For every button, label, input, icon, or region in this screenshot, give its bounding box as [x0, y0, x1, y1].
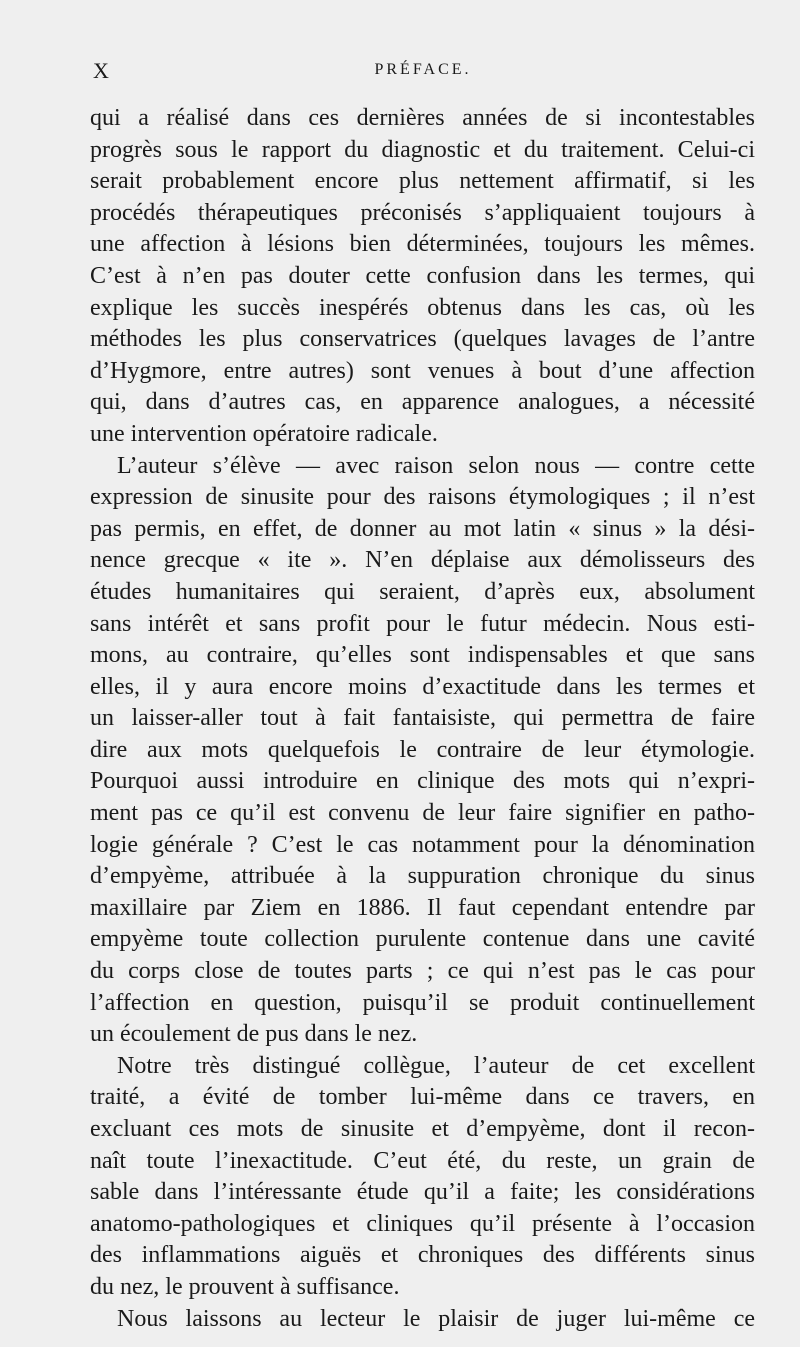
text-line: expression de sinusite pour des raisons étymologiques ; il n’est: [90, 484, 755, 511]
page-number: X: [93, 58, 110, 83]
text-line: une intervention opératoire radicale.: [90, 420, 438, 447]
text-line: elles, il y aura encore moins d’exactitude dans les termes et: [90, 673, 755, 700]
text-line: traité, a évité de tomber lui-même dans ce travers, en: [90, 1084, 755, 1111]
text-line: mons, au contraire, qu’elles sont indispensables et que sans: [90, 642, 755, 669]
text-line: excluant ces mots de sinusite et d’empyème, dont il recon-: [90, 1116, 755, 1142]
text-line: empyème toute collection purulente contenue dans une cavité: [90, 926, 755, 953]
text-line: du nez, le prouvent à suffisance.: [90, 1273, 400, 1300]
page-header: [93, 58, 753, 88]
text-line: d’empyème, attribuée à la suppuration chronique du sinus: [90, 863, 755, 890]
text-line: explique les succès inespérés obtenus dans les cas, où les: [90, 294, 755, 321]
body-text: [90, 103, 755, 1335]
text-line: anatomo-pathologiques et cliniques qu’il présente à l’occasion: [90, 1210, 755, 1237]
text-line: L’auteur s’élève — avec raison selon nous — contre cette: [117, 452, 755, 479]
text-line: Nous laissons au lecteur le plaisir de juger lui-même ce: [117, 1305, 755, 1332]
text-line: des inflammations aiguës et chroniques des différents sinus: [90, 1242, 755, 1269]
text-line: études humanitaires qui seraient, d’après eux, absolument: [90, 578, 755, 605]
text-line: Notre très distingué collègue, l’auteur de cet excellent: [117, 1052, 755, 1079]
text-line: pas permis, en effet, de donner au mot latin « sinus » la dési-: [90, 515, 755, 542]
text-line: maxillaire par Ziem en 1886. Il faut cependant entendre par: [90, 894, 755, 921]
text-line: C’est à n’en pas douter cette confusion dans les termes, qui: [90, 262, 755, 289]
text-line: nence grecque « ite ». N’en déplaise aux démolisseurs des: [90, 547, 755, 574]
text-line: procédés thérapeutiques préconisés s’appliquaient toujours à: [90, 199, 755, 226]
running-title: PRÉFACE.: [374, 61, 472, 78]
text-line: méthodes les plus conservatrices (quelques lavages de l’antre: [90, 326, 755, 353]
text-line: d’Hygmore, entre autres) sont venues à bout d’une affection: [90, 357, 755, 384]
text-line: du corps close de toutes parts ; ce qui n’est pas le cas pour: [90, 958, 755, 985]
text-line: une affection à lésions bien déterminées, toujours les mêmes.: [90, 231, 755, 258]
text-line: sans intérêt et sans profit pour le futur médecin. Nous esti-: [90, 610, 755, 637]
text-line: qui a réalisé dans ces dernières années de si incontestables: [90, 105, 755, 131]
text-line: Pourquoi aussi introduire en clinique des mots qui n’expri-: [90, 768, 755, 795]
text-line: progrès sous le rapport du diagnostic et du traitement. Celui-ci: [90, 136, 755, 163]
text-line: un écoulement de pus dans le nez.: [90, 1021, 418, 1048]
text-line: serait probablement encore plus nettement affirmatif, si les: [90, 168, 755, 195]
text-line: dire aux mots quelquefois le contraire de leur étymologie.: [90, 736, 755, 763]
text-line: logie générale ? C’est le cas notamment pour la dénomination: [90, 831, 755, 858]
text-line: ment pas ce qu’il est convenu de leur faire signifier en patho-: [90, 800, 755, 827]
text-line: un laisser-aller tout à fait fantaisiste, qui permettra de faire: [90, 705, 755, 732]
text-line: sable dans l’intéressante étude qu’il a faite; les considérations: [90, 1179, 755, 1206]
text-line: l’affection en question, puisqu’il se produit continuellement: [90, 989, 755, 1016]
text-line: naît toute l’inexactitude. C’eut été, du reste, un grain de: [90, 1147, 755, 1174]
text-line: qui, dans d’autres cas, en apparence analogues, a nécessité: [90, 389, 755, 416]
